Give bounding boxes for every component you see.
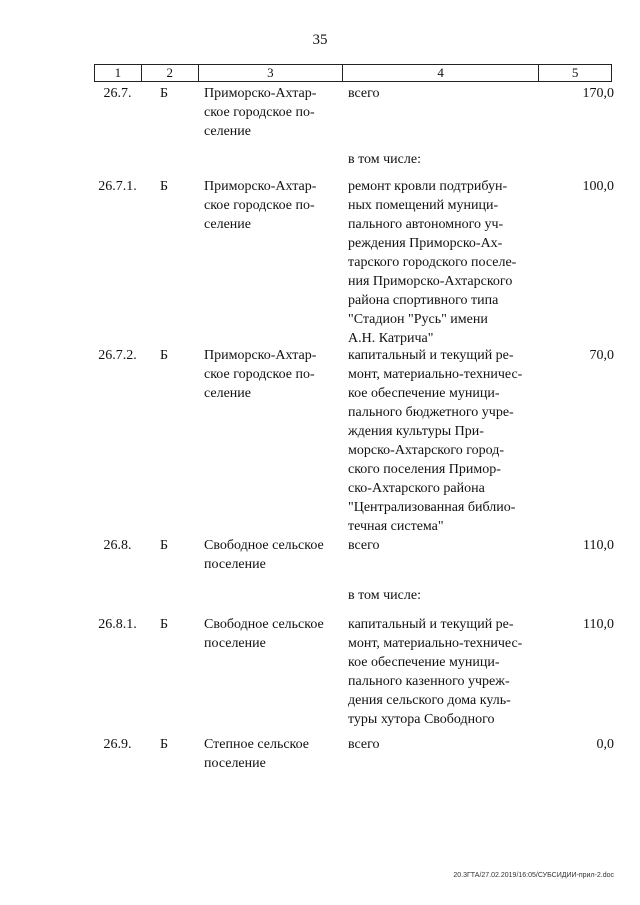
row-settlement: Приморско-Ахтар- ское городское по- селение	[204, 348, 317, 401]
row-number: 26.8.1.	[98, 617, 137, 632]
row-description: ремонт кровли подтрибун- ных помещений муници- пального автономного уч- реждения Приморско-Ах- тарского городского поселе- ния Приморско-Ахтарского района спортивного типа "Стадион "Русь" имени А.Н. Катрича"	[348, 179, 517, 346]
header-col-3: 3	[199, 65, 343, 81]
header-col-1: 1	[95, 65, 142, 81]
header-col-2: 2	[142, 65, 199, 81]
row-amount: 100,0	[582, 179, 614, 194]
row-amount: 110,0	[583, 538, 614, 553]
row-description: всего	[348, 538, 380, 553]
row-description: всего	[348, 737, 380, 752]
row-settlement: Степное сельское поселение	[204, 737, 310, 771]
row-settlement: Свободное сельское поселение	[204, 617, 324, 651]
including-label: в том числе:	[348, 152, 421, 167]
header-col-5: 5	[571, 65, 579, 80]
row-settlement: Приморско-Ахтар- ское городское по- селение	[204, 86, 317, 139]
row-amount: 70,0	[589, 348, 614, 363]
row-number: 26.9.	[103, 737, 132, 752]
row-category: Б	[160, 617, 169, 632]
row-number: 26.8.	[103, 538, 132, 553]
row-description: капитальный и текущий ре- монт, материально-техничес- кое обеспечение муници- пального бюджетного учре- ждения культуры При- морско-Ахтарского город- ского поселения Примор- ско-Ахтарского района "Централизованная библио- течная система"	[348, 348, 523, 534]
row-category: Б	[160, 538, 169, 553]
row-category: Б	[160, 86, 169, 101]
header-col-4: 4	[343, 65, 539, 81]
file-footer: 20.3ГТА/27.02.2019/16:05/СУБСИДИИ-прил-2.doc	[453, 872, 614, 879]
row-amount: 170,0	[582, 86, 614, 101]
row-category: Б	[160, 179, 169, 194]
page-number: 35	[312, 32, 328, 48]
row-number: 26.7.1.	[98, 179, 137, 194]
row-amount: 110,0	[583, 617, 614, 632]
table-header	[94, 64, 612, 82]
row-category: Б	[160, 737, 169, 752]
row-settlement: Свободное сельское поселение	[204, 538, 324, 572]
row-number: 26.7.2.	[98, 348, 137, 363]
including-label: в том числе:	[348, 588, 421, 603]
row-number: 26.7.	[103, 86, 132, 101]
row-amount: 0,0	[596, 737, 614, 752]
row-description: капитальный и текущий ре- монт, материально-техничес- кое обеспечение муници- пального казенного учреж- дения сельского дома куль- туры хутора Свободного	[348, 617, 523, 727]
row-description: всего	[348, 86, 380, 101]
row-category: Б	[160, 348, 169, 363]
row-settlement: Приморско-Ахтар- ское городское по- селение	[204, 179, 317, 232]
